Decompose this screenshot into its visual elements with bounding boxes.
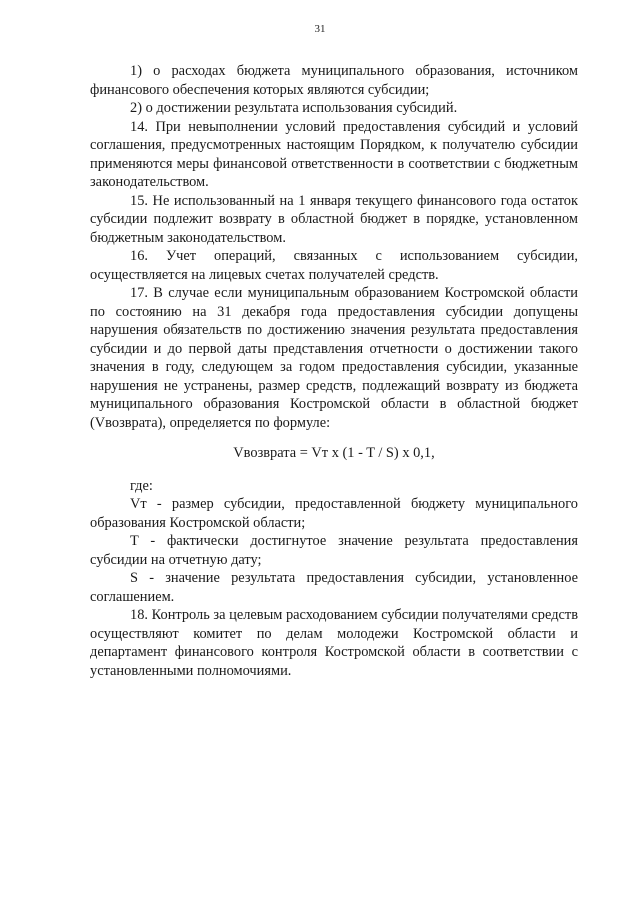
document-body [90,62,578,680]
paragraph-clause-16: 16. Учет операций, связанных с использованием субсидии, осуществляется на лицевых счетах получателей средств. [90,248,578,283]
paragraph-item-2: 2) о достижении результата использования субсидий. [130,100,458,116]
paragraph-clause-14: 14. При невыполнении условий предоставления субсидий и условий соглашения, предусмотренных настоящим Порядком, к получателю субсидии применяются меры финансовой ответственности в соответствии с бюджетным законодательством. [90,118,578,190]
paragraph-item-1: 1) о расходах бюджета муниципального образования, источником финансового обеспечения которых являются субсидии; [90,63,578,98]
paragraph-clause-15: 15. Не использованный на 1 января текущего финансового года остаток субсидии подлежит возврату в областной бюджет в порядке, установленном бюджетным законодательством. [90,192,578,246]
paragraph-clause-18: 18. Контроль за целевым расходованием субсидии получателями средств осуществляют комитет по делам молодежи Костромской области и департамент финансового контроля Костромской области в соответствии с установленными полномочиями. [90,607,578,679]
paragraph-clause-17: 17. В случае если муниципальным образованием Костромской области по состоянию на 31 декабря года предоставления субсидии допущены нарушения обязательств по достижению значения результата предоставления субсидии и до первой даты представления отчетности о достижении такого значения в году, следующем за годом предоставления субсидии, указанные нарушения не устранены, размер средств, подлежащий возврату из бюджета муниципального образования Костромской области в областной бюджет (Vвозврата), определяется по формуле: [90,285,578,431]
page-number: 31 [314,23,326,35]
definition-s: S - значение результата предоставления субсидии, установленное соглашением. [90,570,578,605]
paragraph-where: где: [130,477,153,494]
definition-t: T - фактически достигнутое значение результата предоставления субсидии на отчетную дату; [90,533,578,568]
return-amount-formula: Vвозврата = Vт x (1 - T / S) x 0,1, [233,445,435,461]
definition-vt: Vт - размер субсидии, предоставленной бюджету муниципального образования Костромской области; [90,496,578,531]
